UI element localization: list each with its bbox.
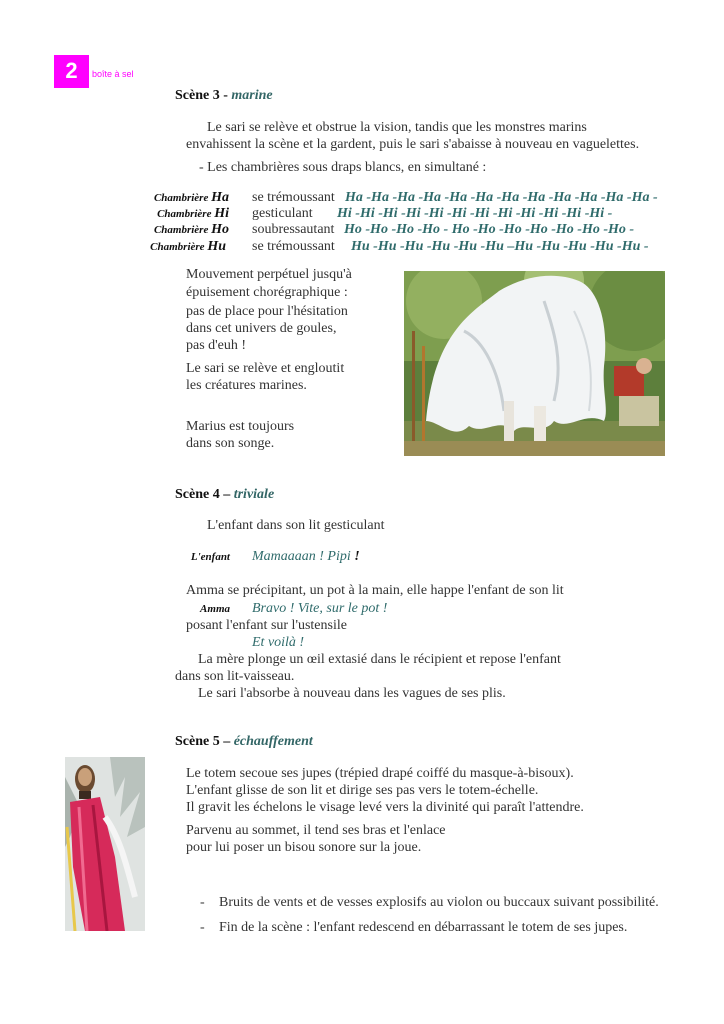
scene4-tag: triviale [233, 487, 275, 502]
scene3-intro-line2: envahissent la scène et la gardent, puis le sari s'abaisse à nouveau en vaguelettes. [186, 137, 640, 152]
speaker-name: Hu [207, 239, 226, 254]
side-text-line: Le sari se relève et engloutit [186, 361, 345, 376]
action-ho: soubressautant [252, 222, 335, 237]
scene4-title-text: Scène 4 – [175, 487, 234, 502]
scene5-para2-line: pour lui poser un bisou sonore sur la joue. [186, 840, 422, 855]
speaker-name: Ho [211, 222, 229, 237]
speaker-amma: Amma [200, 603, 230, 615]
scene4-line1: L'enfant dans son lit gesticulant [207, 518, 385, 533]
scene3-title [175, 88, 273, 104]
scene5-tag: échauffement [233, 734, 313, 749]
scene3-intro-line1: Le sari se relève et obstrue la vision, tandis que les monstres marins [207, 120, 587, 135]
side-text-line: les créatures marines. [186, 378, 307, 393]
side-text-line: Mouvement perpétuel jusqu'à [186, 267, 352, 282]
action-hu: se trémoussant [252, 239, 335, 254]
chant-ha: Ha -Ha -Ha -Ha -Ha -Ha -Ha -Ha -Ha -Ha -Ha -Ha - [345, 190, 658, 205]
speaker-name: Ha [211, 190, 229, 205]
side-text-line: dans son songe. [186, 436, 275, 451]
dialog-voila: Et voilà ! [252, 635, 305, 650]
dialog-enfant-text: Mamaaaan ! Pipi [252, 549, 355, 564]
speaker-label: Chambrière [153, 224, 212, 236]
sari-photo-illustration [404, 271, 665, 456]
speaker-label: Chambrière [157, 208, 215, 220]
dialog-enfant-mark: ! [354, 549, 360, 564]
scene5-para1-line: Il gravit les échelons le visage levé vers la divinité qui paraît l'attendre. [186, 800, 584, 815]
scene5-bullet: Fin de la scène : l'enfant redescend en débarrassant le totem de ses jupes. [219, 920, 628, 935]
scene3-chorus-intro: - Les chambrières sous draps blancs, en simultané : [199, 160, 487, 175]
scene4-title [175, 487, 274, 503]
scene5-bullet: Bruits de vents et de vesses explosifs au violon ou buccaux suivant possibilité. [219, 895, 659, 910]
scene4-line4: La mère plonge un œil extasié dans le récipient et repose l'enfant [198, 652, 561, 667]
side-text-line: pas de place pour l'hésitation [186, 304, 348, 319]
chant-hi: Hi -Hi -Hi -Hi -Hi -Hi -Hi -Hi -Hi -Hi -Hi -Hi - [337, 206, 613, 221]
bullet-mark: - [200, 920, 205, 935]
action-hi: gesticulant [252, 206, 313, 221]
sari-photo [404, 271, 665, 456]
dialog-enfant [252, 549, 360, 565]
scene5-para1-line: L'enfant glisse de son lit et dirige ses pas vers le totem-échelle. [186, 783, 539, 798]
scene5-para2-line: Parvenu au sommet, il tend ses bras et l'enlace [186, 823, 446, 838]
speaker-name: Hi [214, 206, 229, 221]
side-text-line: épuisement chorégraphique : [186, 285, 348, 300]
side-text-line: dans cet univers de goules, [186, 321, 337, 336]
side-text-line: pas d'euh ! [186, 338, 247, 353]
chant-ho: Ho -Ho -Ho -Ho - Ho -Ho -Ho -Ho -Ho -Ho -Ho - [344, 222, 635, 237]
scene5-para1-line: Le totem secoue ses jupes (trépied drapé coiffé du masque-à-bisoux). [186, 766, 574, 781]
scene3-title-text: Scène 3 - [175, 88, 232, 103]
speaker-chambriere-ha [144, 190, 229, 206]
scene5-title [175, 734, 313, 750]
scene5-title-text: Scène 5 – [175, 734, 234, 749]
section-label: boîte à sel [92, 69, 134, 79]
speaker-enfant: L'enfant [190, 551, 230, 563]
bullet-mark: - [200, 895, 205, 910]
scene4-line2: Amma se précipitant, un pot à la main, elle happe l'enfant de son lit [186, 583, 564, 598]
speaker-label: Chambrière [150, 241, 208, 253]
totem-photo-illustration [65, 757, 145, 931]
totem-photo [65, 757, 145, 931]
side-text-line: Marius est toujours [186, 419, 295, 434]
scene4-line5: dans son lit-vaisseau. [175, 669, 295, 684]
dialog-amma: Bravo ! Vite, sur le pot ! [252, 601, 388, 616]
scene4-line3: posant l'enfant sur l'ustensile [186, 618, 347, 633]
scene3-tag: marine [231, 88, 273, 103]
speaker-chambriere-hu [141, 239, 226, 255]
chant-hu: Hu -Hu -Hu -Hu -Hu -Hu –Hu -Hu -Hu -Hu -Hu - [351, 239, 649, 254]
speaker-label: Chambrière [153, 192, 212, 204]
page-number-badge: 2 [54, 55, 89, 88]
speaker-chambriere-ho [144, 222, 229, 238]
scene4-line6: Le sari l'absorbe à nouveau dans les vagues de ses plis. [198, 686, 506, 701]
speaker-chambriere-hi [144, 206, 229, 222]
action-ha: se trémoussant [252, 190, 335, 205]
